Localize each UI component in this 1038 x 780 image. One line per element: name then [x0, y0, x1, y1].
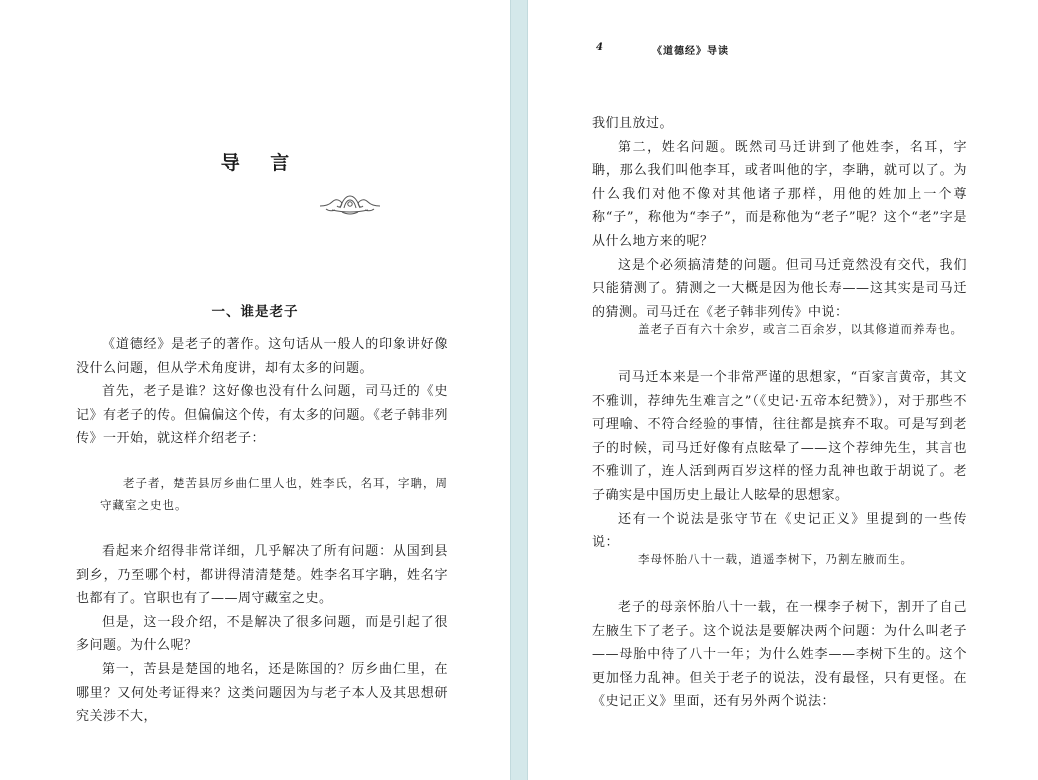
- paragraph: 司马迁本来是一个非常严谨的思想家，“百家言黄帝，其文不雅训，荐绅先生难言之”（《史记·五帝本纪赞》），对于那些不可理喻、不符合经验的事情，往往都是摈弃不取。可是写到老子的时候，司马迁好像有点眩晕了——这个荐绅先生，其言也不雅训了，连人活到两百岁这样的怪力乱神也敢于胡说了。老子确实是中国历史上最让人眩晕的思想家。: [592, 370, 967, 503]
- block-quote: 老子者，楚苦县厉乡曲仁里人也，姓李氏，名耳，字聃，周守藏室之史也。: [100, 476, 448, 512]
- paragraph: 《道德经》是老子的著作。这句话从一般人的印象讲好像没什么问题，但从学术角度讲，却有太多的问题。: [76, 337, 448, 376]
- block-quote: 李母怀胎八十一载，逍遥李树下，乃割左腋而生。: [638, 552, 913, 566]
- body-text-block: [592, 366, 967, 555]
- chapter-title: 导 言: [220, 152, 302, 174]
- running-header-page-number: 4: [596, 42, 603, 53]
- page-gutter: [510, 0, 528, 780]
- paragraph: 第二，姓名问题。既然司马迁讲到了他姓李，名耳，字聃，那么我们叫他李耳，或者叫他的字，李聃，就可以了。为什么我们对他不像对其他诸子那样，用他的姓加上一个尊称“子”，称他为“李子”，而是称他为“老子”呢？这个“老”字是从什么地方来的呢？: [592, 139, 967, 249]
- body-text-block: [76, 540, 448, 729]
- paragraph: 老子的母亲怀胎八十一载，在一棵李子树下，割开了自己左腋生下了老子。这个说法是要解决两个问题：为什么叫老子——母胎中待了八十一年；为什么姓李——李树下生的。这个更加怪力乱神。但关于老子的说法，没有最怪，只有更怪。在《史记正义》里面，还有另外两个说法：: [592, 600, 967, 710]
- section-heading: 一、谁是老子: [211, 304, 299, 320]
- body-text-block: [592, 112, 967, 324]
- cloud-scroll-ornament-icon: [318, 190, 382, 218]
- paragraph: 这是个必须搞清楚的问题。但司马迁竟然没有交代，我们只能猜测了。猜测之一大概是因为他长寿——这其实是司马迁的猜测。司马迁在《老子韩非列传》中说：: [592, 257, 967, 320]
- block-quote: 盖老子百有六十余岁，或言二百余岁，以其修道而养寿也。: [638, 322, 963, 336]
- paragraph: 还有一个说法是张守节在《史记正义》里提到的一些传说：: [592, 511, 967, 551]
- body-text-block: [592, 596, 967, 714]
- left-page: [0, 0, 510, 780]
- paragraph: 但是，这一段介绍，不是解决了很多问题，而是引起了很多问题。为什么呢？: [76, 614, 448, 654]
- running-header-title: 《道德经》导读: [652, 46, 729, 57]
- paragraph: 第一，苦县是楚国的地名，还是陈国的？厉乡曲仁里，在哪里？又何处考证得来？这类问题因为与老子本人及其思想研究关涉不大，: [76, 661, 448, 725]
- body-text-block: [76, 333, 448, 451]
- right-page: [528, 0, 1038, 780]
- continuation-paragraph: 我们且放过。: [592, 116, 674, 131]
- paragraph: 看起来介绍得非常详细，几乎解决了所有问题：从国到县到乡，乃至哪个村，都讲得清清楚楚。姓李名耳字聃，姓名字也都有了。官职也有了——周守藏室之史。: [76, 544, 448, 607]
- paragraph: 首先，老子是谁？这好像也没有什么问题，司马迁的《史记》有老子的传。但偏偏这个传，有太多的问题。《老子韩非列传》一开始，就这样介绍老子：: [76, 384, 448, 447]
